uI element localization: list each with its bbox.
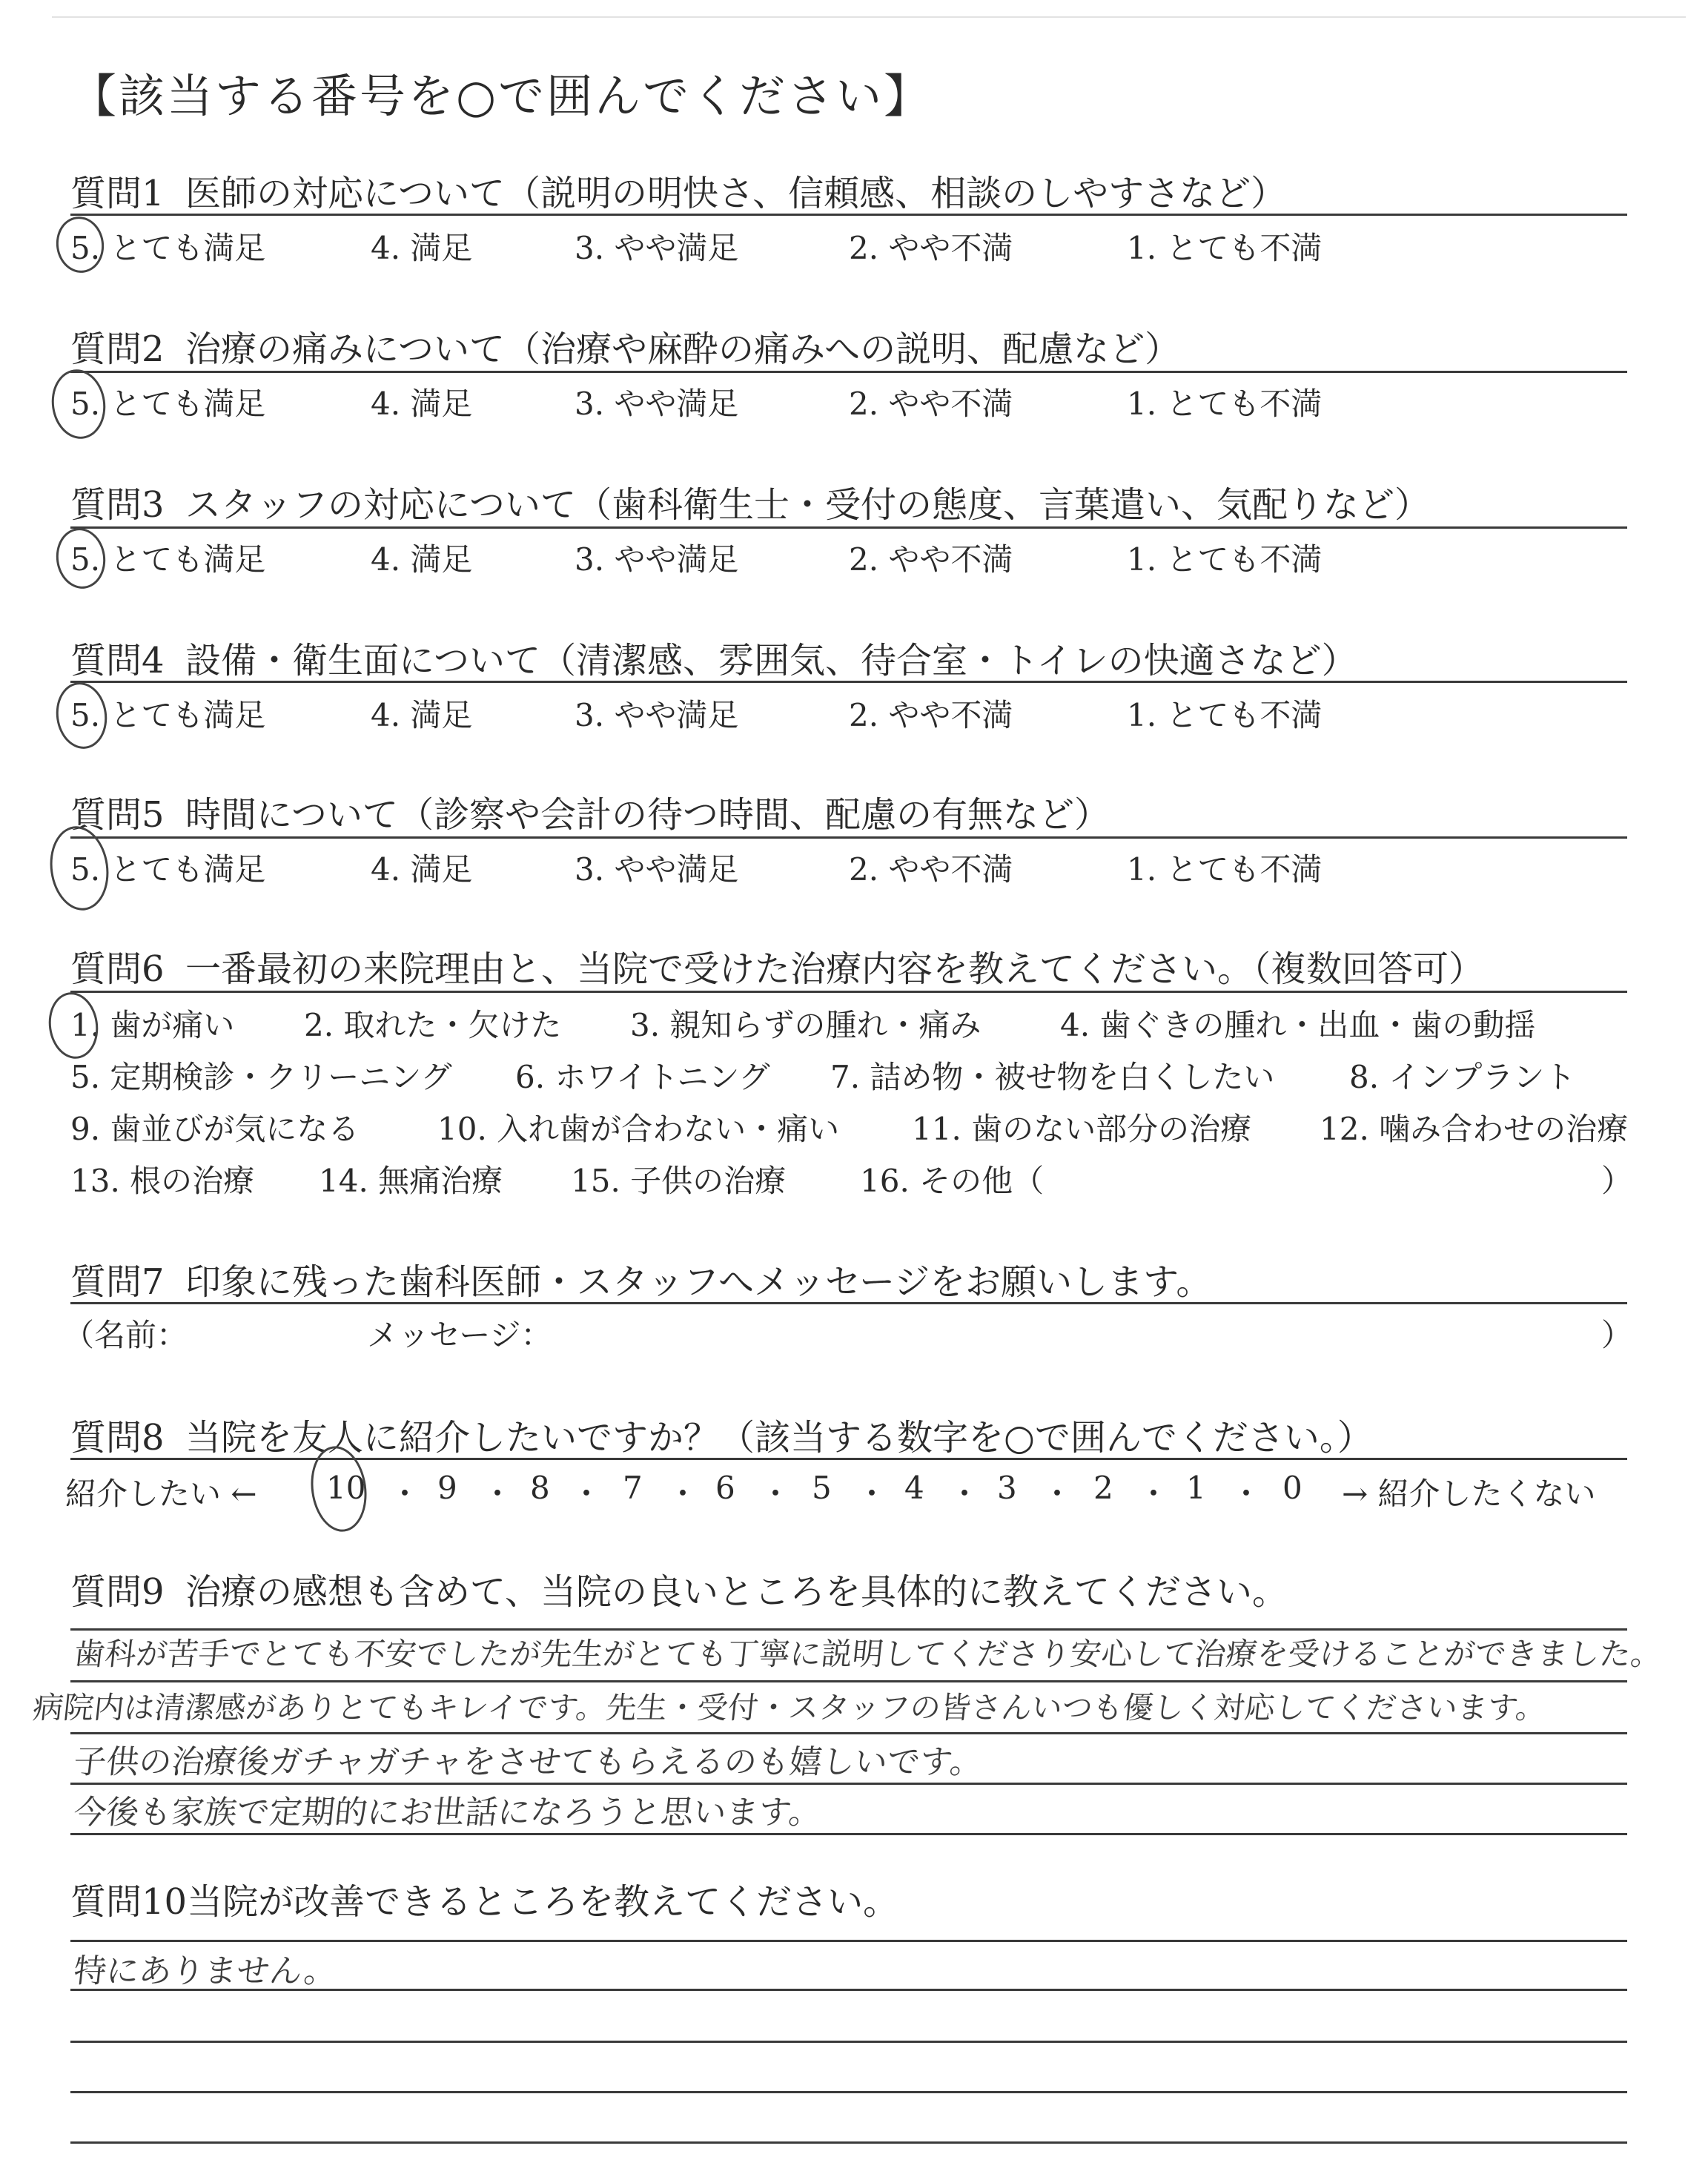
q4-option-5[interactable]: 5. とても満足	[70, 697, 266, 733]
question-text: 一番最初の来院理由と、当院で受けた治療内容を教えてください。（複数回答可）	[185, 948, 1485, 990]
q8-scale-dot: ・	[760, 1476, 792, 1512]
q2-answer-circle	[47, 366, 110, 442]
answer-line-4	[70, 1783, 1627, 1785]
question-text: 時間について（診察や会計の待つ時間、配慮の有無など）	[185, 794, 1110, 836]
question-number: 質問4	[70, 640, 165, 681]
q8-scale-9[interactable]: 9	[437, 1470, 457, 1506]
q6-option-9[interactable]: 9. 歯並びが気になる	[70, 1111, 360, 1147]
q2-option-3[interactable]: 3. やや満足	[575, 386, 739, 422]
q6-option-1[interactable]: 1. 歯が痛い	[70, 1007, 235, 1043]
q4-option-4[interactable]: 4. 満足	[371, 697, 473, 733]
q9-handwritten-line-4: 今後も家族で定期的にお世話になろうと思います。	[71, 1794, 824, 1832]
question-number: 質問7	[70, 1261, 165, 1303]
question-number: 質問3	[70, 484, 165, 526]
q9-handwritten-line-3: 子供の治療後ガチャガチャをさせてもらえるのも嬉しいです。	[71, 1743, 985, 1781]
q5-option-1[interactable]: 1. とても不満	[1127, 851, 1323, 888]
question-10	[70, 1873, 898, 1924]
question-text: 当院が改善できるところを教えてください。	[187, 1881, 899, 1923]
question-text: 医師の対応について（説明の明快さ、信頼感、相談のしやすさなど）	[185, 173, 1287, 214]
q8-scale-dot: ・	[667, 1476, 699, 1512]
q6-option-4[interactable]: 4. 歯ぐきの腫れ・出血・歯の動揺	[1060, 1007, 1536, 1043]
question-6	[70, 940, 1484, 991]
question-number: 質問1	[70, 173, 165, 214]
q6-answer-circle	[44, 989, 102, 1062]
q6-option-8[interactable]: 8. インプラント	[1349, 1059, 1576, 1095]
q6-option-16[interactable]: 16. その他（	[860, 1163, 1045, 1199]
q6-option-10[interactable]: 10. 入れ歯が合わない・痛い	[437, 1111, 840, 1147]
q10-line-3	[70, 2041, 1627, 2043]
question-2	[70, 320, 1180, 371]
q8-scale-4[interactable]: 4	[904, 1470, 924, 1506]
q1-option-3[interactable]: 3. やや満足	[575, 230, 739, 266]
q6-option-14[interactable]: 14. 無痛治療	[319, 1163, 503, 1199]
question-9	[70, 1563, 1288, 1614]
question-8-rule	[70, 1458, 1627, 1460]
q8-scale-0[interactable]: 0	[1282, 1470, 1302, 1506]
q7-name-label: （名前：	[63, 1317, 188, 1353]
q6-option-7[interactable]: 7. 詰め物・被せ物を白くしたい	[830, 1059, 1275, 1095]
question-1	[70, 165, 1286, 216]
q8-scale-dot: ・	[571, 1476, 603, 1512]
q7-message-label: メッセージ：	[367, 1317, 552, 1353]
q8-scale-dot: ・	[856, 1476, 888, 1512]
q8-scale-6[interactable]: 6	[715, 1470, 735, 1506]
q3-option-3[interactable]: 3. やや満足	[575, 541, 739, 578]
q4-option-1[interactable]: 1. とても不満	[1127, 697, 1323, 733]
q8-scale-dot: ・	[1231, 1476, 1262, 1512]
question-3	[70, 476, 1430, 527]
q10-line-4	[70, 2091, 1627, 2093]
q6-option-5[interactable]: 5. 定期検診・クリーニング	[70, 1059, 452, 1095]
q8-scale-10[interactable]: 10	[326, 1470, 366, 1506]
q6-option-6[interactable]: 6. ホワイトニング	[515, 1059, 770, 1095]
q6-option-2[interactable]: 2. 取れた・欠けた	[304, 1007, 562, 1043]
q9-handwritten-line-2: 病院内は清潔感がありとてもキレイです。先生・受付・スタッフの皆さんいつも優しく対応してくださいます。	[31, 1690, 1549, 1725]
q8-scale-dot: ・	[389, 1476, 421, 1512]
question-text: 治療の感想も含めて、当院の良いところを具体的に教えてください。	[185, 1571, 1288, 1613]
top-border	[52, 16, 1686, 18]
question-7-rule	[70, 1302, 1627, 1304]
q10-handwritten-line-1: 特にありません。	[71, 1952, 339, 1990]
q8-left-label: 紹介したい ←	[65, 1476, 257, 1512]
q2-option-1[interactable]: 1. とても不満	[1127, 386, 1323, 422]
question-number: 質問6	[70, 948, 165, 990]
question-8	[70, 1409, 1373, 1460]
q4-answer-circle	[52, 679, 111, 753]
question-text: スタッフの対応について（歯科衛生士・受付の態度、言葉遣い、気配りなど）	[185, 484, 1431, 526]
q8-scale-dot: ・	[1138, 1476, 1170, 1512]
q8-scale-7[interactable]: 7	[623, 1470, 643, 1506]
answer-line-2	[70, 1680, 1627, 1682]
q6-option-15[interactable]: 15. 子供の治療	[571, 1163, 787, 1199]
question-number: 質問5	[70, 794, 165, 836]
question-number: 質問2	[70, 328, 165, 370]
q6-option-3[interactable]: 3. 親知らずの腫れ・痛み	[630, 1007, 982, 1043]
q9-handwritten-line-1: 歯科が苦手でとても不安でしたが先生がとても丁寧に説明してくださり安心して治療を受けることができました。	[72, 1636, 1664, 1672]
question-5-rule	[70, 836, 1627, 839]
q1-option-2[interactable]: 2. やや不満	[849, 230, 1013, 266]
answer-line-5	[70, 1833, 1627, 1835]
q8-scale-8[interactable]: 8	[530, 1470, 550, 1506]
q2-option-5[interactable]: 5. とても満足	[70, 386, 266, 422]
question-text: 治療の痛みについて（治療や麻酔の痛みへの説明、配慮など）	[185, 328, 1181, 370]
q4-option-2[interactable]: 2. やや不満	[849, 697, 1013, 733]
q6-option-11[interactable]: 11. 歯のない部分の治療	[912, 1111, 1252, 1147]
page-title: 【該当する番号を○で囲んでください】	[70, 69, 933, 123]
question-text: 設備・衛生面について（清潔感、雰囲気、待合室・トイレの快適さなど）	[185, 640, 1357, 681]
q8-scale-2[interactable]: 2	[1093, 1470, 1113, 1506]
question-4	[70, 632, 1357, 683]
q1-option-5[interactable]: 5. とても満足	[70, 230, 266, 266]
question-2-rule	[70, 371, 1627, 373]
q5-option-3[interactable]: 3. やや満足	[575, 851, 739, 888]
question-number: 質問9	[70, 1571, 165, 1613]
q5-option-2[interactable]: 2. やや不満	[849, 851, 1013, 888]
q2-option-4[interactable]: 4. 満足	[371, 386, 473, 422]
question-6-rule	[70, 991, 1627, 993]
q1-option-4[interactable]: 4. 満足	[371, 230, 473, 266]
q8-scale-5[interactable]: 5	[812, 1470, 832, 1506]
question-text: 当院を友人に紹介したいですか？（該当する数字を○で囲んでください。）	[185, 1417, 1373, 1459]
answer-line-3	[70, 1732, 1627, 1734]
q8-scale-3[interactable]: 3	[997, 1470, 1017, 1506]
q2-option-2[interactable]: 2. やや不満	[849, 386, 1013, 422]
question-3-rule	[70, 526, 1627, 529]
q6-option-12[interactable]: 12. 噛み合わせの治療	[1320, 1111, 1629, 1147]
q4-option-3[interactable]: 3. やや満足	[575, 697, 739, 733]
question-number: 質問10	[70, 1881, 188, 1923]
q1-option-1[interactable]: 1. とても不満	[1127, 230, 1323, 266]
q3-option-2[interactable]: 2. やや不満	[849, 541, 1013, 578]
question-7	[70, 1253, 1211, 1304]
q8-scale-dot: ・	[482, 1476, 514, 1512]
q10-line-1	[70, 1940, 1627, 1942]
q8-scale-dot: ・	[1042, 1476, 1073, 1512]
question-5	[70, 786, 1110, 837]
q6-option-13[interactable]: 13. 根の治療	[70, 1163, 255, 1199]
q5-option-5[interactable]: 5. とても満足	[70, 851, 266, 888]
q8-scale-dot: ・	[949, 1476, 981, 1512]
q8-right-label: → 紹介したくない	[1342, 1476, 1596, 1512]
q3-option-5[interactable]: 5. とても満足	[70, 541, 266, 578]
q6-other-close-paren: ）	[1601, 1163, 1633, 1199]
q3-option-1[interactable]: 1. とても不満	[1127, 541, 1323, 578]
question-text: 印象に残った歯科医師・スタッフへメッセージをお願いします。	[185, 1261, 1212, 1303]
question-number: 質問8	[70, 1417, 165, 1459]
q7-close-paren: ）	[1601, 1317, 1633, 1353]
question-1-rule	[70, 214, 1627, 216]
q10-line-5	[70, 2141, 1627, 2144]
q3-option-4[interactable]: 4. 満足	[371, 541, 473, 578]
q8-scale-1[interactable]: 1	[1186, 1470, 1206, 1506]
question-4-rule	[70, 681, 1627, 683]
q5-option-4[interactable]: 4. 満足	[371, 851, 473, 888]
